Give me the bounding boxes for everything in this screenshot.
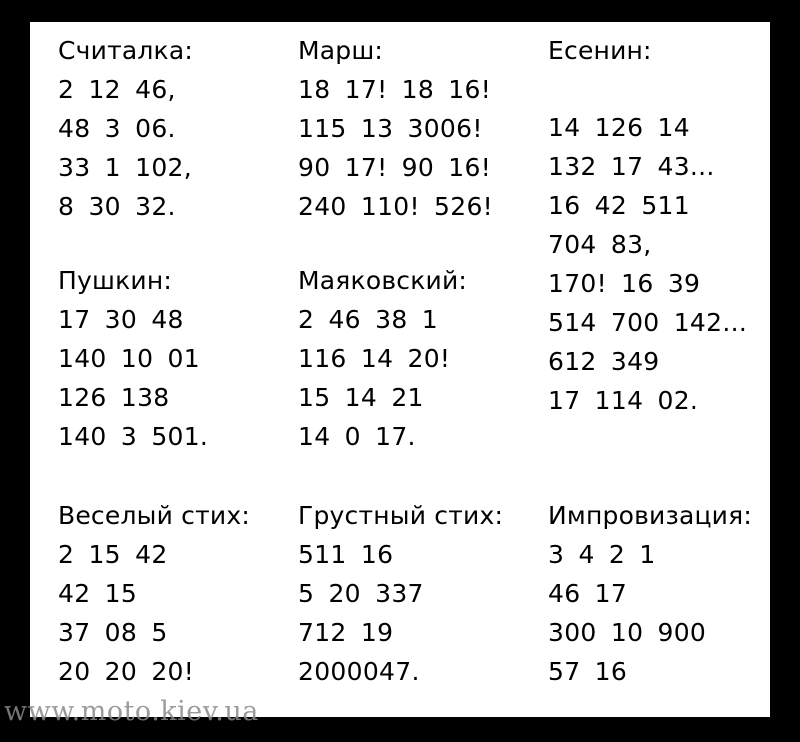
poem-line: 140 3 501. — [58, 422, 209, 451]
poem-title: Грустный стих: — [298, 501, 504, 530]
poem-schitalka — [58, 32, 193, 226]
poem-line: 18 17! 18 16! — [298, 75, 492, 104]
poem-line: 132 17 43... — [548, 152, 715, 181]
poem-line: 3 4 2 1 — [548, 540, 656, 569]
poem-title: Есенин: — [548, 36, 652, 65]
poem-line: 126 138 — [58, 383, 170, 412]
poem-title: Марш: — [298, 36, 384, 65]
poem-grustnyy-stikh — [298, 497, 503, 691]
poem-veselyy-stikh — [58, 497, 250, 691]
poem-line: 17 114 02. — [548, 386, 699, 415]
poem-line: 240 110! 526! — [298, 192, 493, 221]
spacer — [548, 70, 747, 108]
poem-esenin — [548, 32, 747, 420]
poem-line: 57 16 — [548, 657, 628, 686]
poem-line: 2 12 46, — [58, 75, 176, 104]
poem-line: 300 10 900 — [548, 618, 707, 647]
poem-line: 17 30 48 — [58, 305, 184, 334]
poem-line: 20 20 20! — [58, 657, 195, 686]
poem-line: 37 08 5 — [58, 618, 168, 647]
poem-line: 116 14 20! — [298, 344, 451, 373]
watermark: www.moto.kiev.ua — [4, 696, 259, 727]
poem-line: 5 20 337 — [298, 579, 424, 608]
poem-line: 115 13 3006! — [298, 114, 483, 143]
poem-title: Пушкин: — [58, 266, 172, 295]
poem-line: 514 700 142... — [548, 308, 748, 337]
poem-pushkin — [58, 262, 208, 456]
poem-line: 2000047. — [298, 657, 420, 686]
poem-marsh — [298, 32, 493, 226]
poem-line: 16 42 511 — [548, 191, 690, 220]
poem-line: 704 83, — [548, 230, 652, 259]
poem-line: 8 30 32. — [58, 192, 176, 221]
poem-mayakovsky — [298, 262, 467, 456]
poem-title: Маяковский: — [298, 266, 468, 295]
poem-title: Веселый стих: — [58, 501, 250, 530]
poem-line: 14 126 14 — [548, 113, 690, 142]
poem-sheet — [30, 22, 770, 717]
poem-line: 48 3 06. — [58, 114, 176, 143]
poem-line: 612 349 — [548, 347, 660, 376]
poem-line: 170! 16 39 — [548, 269, 701, 298]
poem-line: 712 19 — [298, 618, 394, 647]
poem-line: 140 10 01 — [58, 344, 200, 373]
poem-line: 14 0 17. — [298, 422, 416, 451]
poem-line: 42 15 — [58, 579, 138, 608]
poem-line: 511 16 — [298, 540, 394, 569]
poem-title: Импровизация: — [548, 501, 752, 530]
poem-line: 2 15 42 — [58, 540, 168, 569]
poem-line: 2 46 38 1 — [298, 305, 438, 334]
poem-title: Считалка: — [58, 36, 193, 65]
poem-line: 33 1 102, — [58, 153, 192, 182]
poem-improvizatsiya — [548, 497, 752, 691]
poem-line: 90 17! 90 16! — [298, 153, 492, 182]
poem-line: 46 17 — [548, 579, 628, 608]
poem-line: 15 14 21 — [298, 383, 424, 412]
